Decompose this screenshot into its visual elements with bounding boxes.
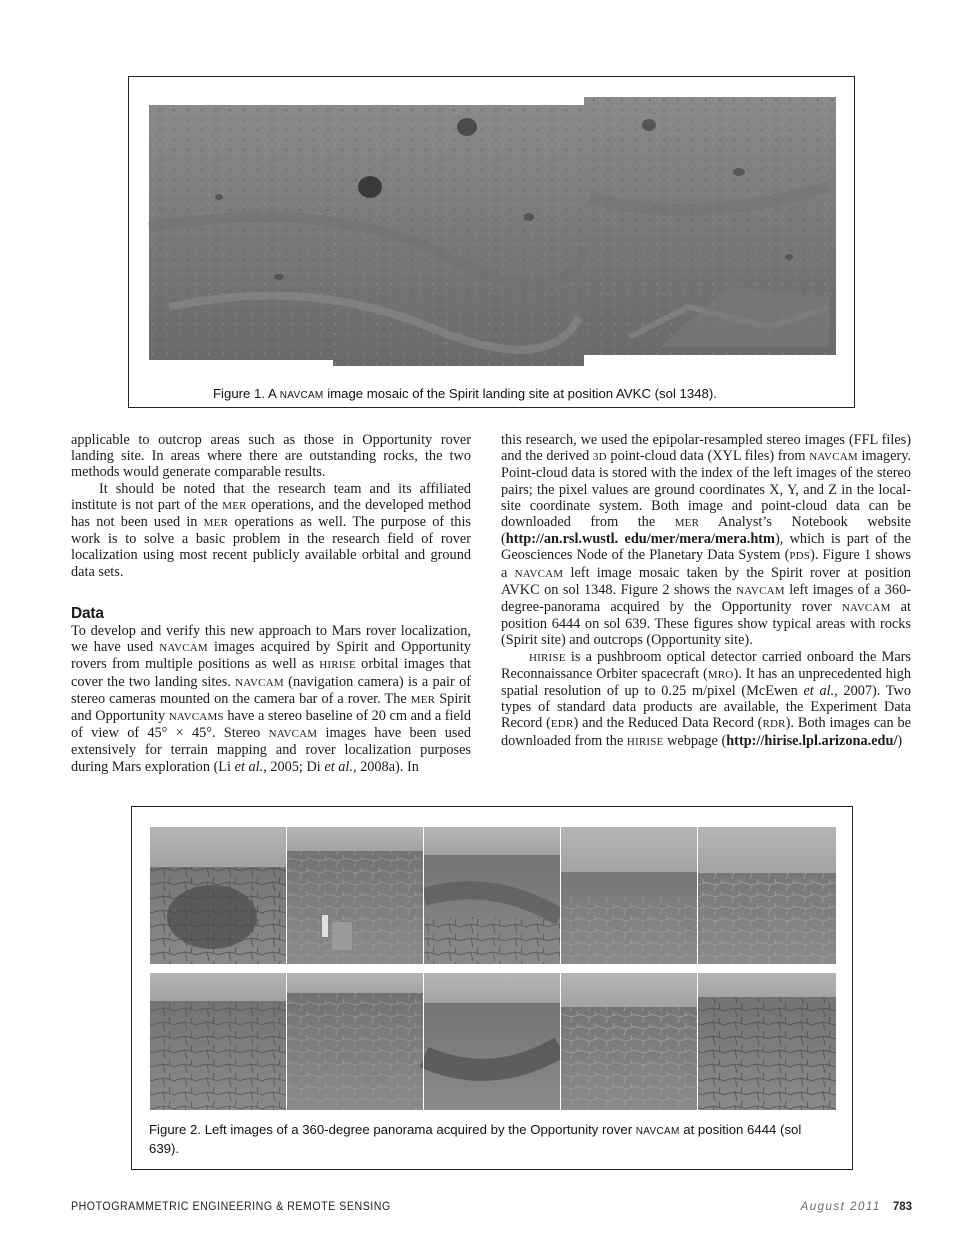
paragraph: this research, we used the epipolar-resampled stereo images (FFL files) and the derived 3D point-cloud data (XYL files) from NAVCAM imagery. Point-cloud data is stored with the index of the left images of the stereo pairs; the pixel values are ground coordinates X, Y, and Z in the local-site coordinate system. Both image and point-cloud data can be downloaded from the MER Analyst’s Notebook website (http://an.rsl.wustl. edu/mer/mera/mera.htm), which is part of the Geosciences Node of the Planetary Data System (PDS). Figure 1 shows a NAVCAM left image mosaic taken by the Spirit rover at position AVKC on sol 1348. Figure 2 shows the NAVCAM left images of a 360-degree-panorama acquired by the Opportunity rover NAVCAM at position 6444 on sol 639. These figures show typical areas with rocks (Spirit site) and outcrops (Opportunity site). — [501, 432, 912, 649]
issue-date: August 2011 — [800, 1201, 881, 1213]
body-column-left — [71, 432, 471, 775]
journal-name: PHOTOGRAMMETRIC ENGINEERING & REMOTE SENSING — [71, 1201, 391, 1213]
page-number: 783 — [892, 1201, 912, 1213]
panorama-row-2 — [150, 973, 836, 1110]
paragraph: To develop and verify this new approach to Mars rover localization, we have used NAVCAM images acquired by Spirit and Opportunity rovers from multiple positions as well as HIRISE orbital images that cover the two landing sites. NAVCAM (navigation camera) is a pair of stereo cameras mounted on the camera bar of a rover. The MER Spirit and Opportunity NAVCAMS have a stereo baseline of 20 cm and a field of view of 45° × 45°. Stereo NAVCAM images have been used extensively for terrain mapping and rover localization purposes during Mars exploration (Li et al., 2005; Di et al., 2008a). In — [71, 623, 471, 775]
figure-2 — [131, 806, 853, 1170]
figure-1-mosaic-image — [129, 77, 856, 409]
panorama-row-1 — [150, 827, 836, 964]
hirise-link[interactable]: http://hirise.lpl.arizona.edu/ — [726, 732, 898, 749]
figure-2-caption: Figure 2. Left images of a 360-degree panorama acquired by the Opportunity rover NAVCAM at position 6444 (sol 639). — [149, 1122, 802, 1156]
paragraph: It should be noted that the research team and its affiliated institute is not part of the MER operations, and the developed method has not been used in MER operations as well. The purpose of this work is to solve a basic problem in the research field of rover localization using most recent publicly available orbital and ground data sets. — [71, 480, 472, 580]
paragraph: applicable to outcrop areas such as those in Opportunity rover landing site. In areas where there are outstanding rocks, the two methods would generate comparable results. — [71, 432, 471, 481]
figure-1 — [128, 76, 855, 408]
body-column-right — [501, 432, 911, 750]
paragraph: HIRISE is a pushbroom optical detector carried onboard the Mars Reconnaissance Orbiter spacecraft (MRO). It has an unprecedented high spatial resolution of up to 0.25 m/pixel (McEwen et al., 2007). Two types of standard data products are available, the Experiment Data Record (EDR) and the Reduced Data Record (RDR). Both images can be downloaded from the HIRISE webpage (http://hirise.lpl.arizona.edu/) — [501, 648, 911, 749]
page-footer-right — [801, 1201, 912, 1213]
section-heading-data: Data — [71, 604, 104, 622]
figure-1-caption: Figure 1. A NAVCAM image mosaic of the Spirit landing site at position AVKC (sol 1348). — [213, 386, 717, 401]
mera-link[interactable]: http://an.rsl.wustl. edu/mer/mera/mera.htm — [505, 531, 775, 548]
figure-2-panorama-image — [132, 807, 854, 1117]
